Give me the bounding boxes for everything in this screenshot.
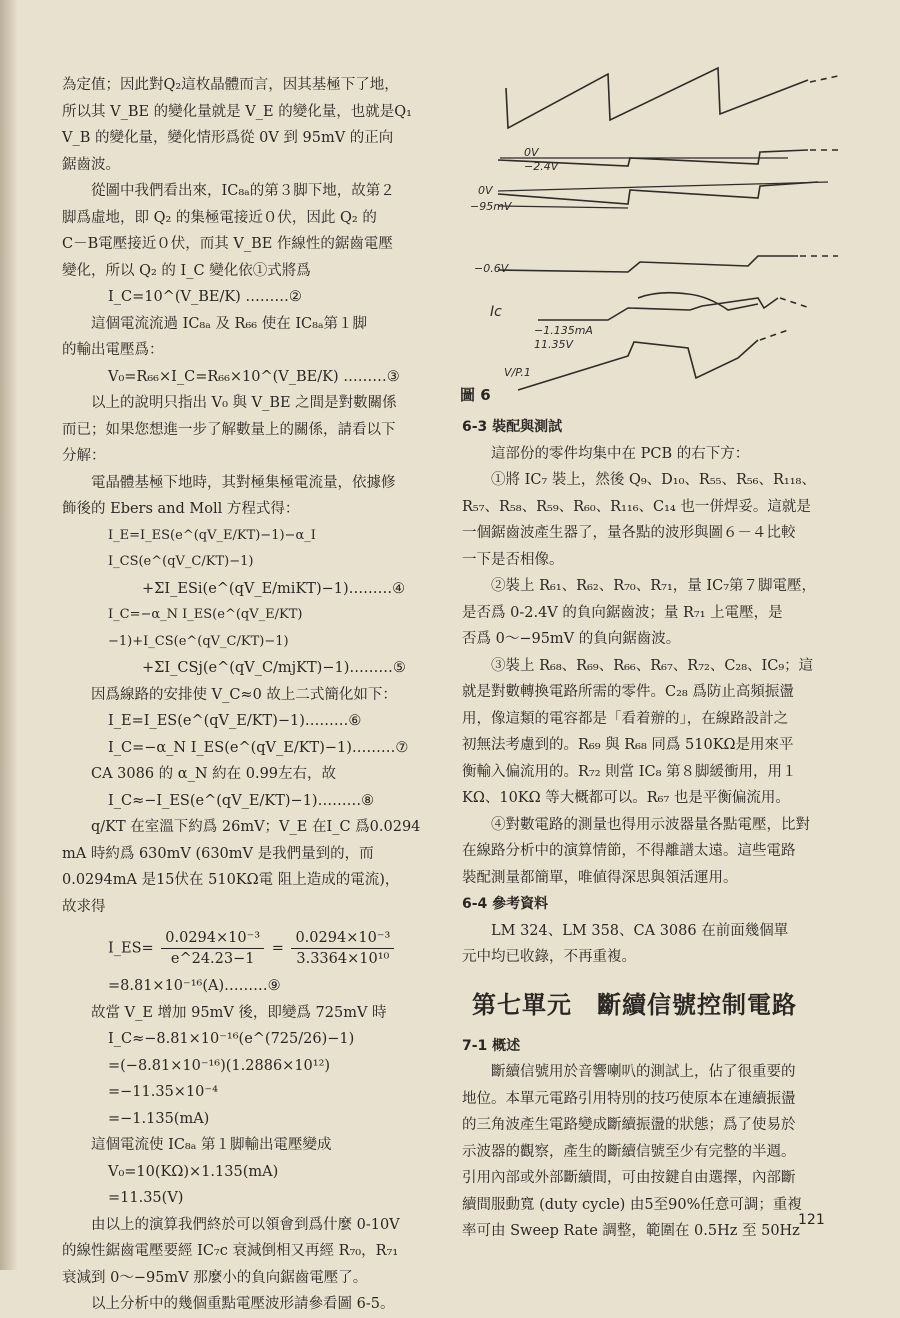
equation-line: =−1.135(mA) — [108, 1110, 210, 1127]
text-line: 為定值；因此對Q₂這枚晶體而言，因其基極下了地， — [62, 77, 399, 93]
text-line: 變化，所以 Q₂ 的 I_C 變化依①式將爲 — [62, 262, 311, 279]
text-line: 鋸齒波。 — [62, 156, 120, 173]
page-number: 121 — [798, 1212, 825, 1228]
text-line: 裝配測量都簡單，唯値得深思與領活運用。 — [462, 869, 738, 886]
equation-2: I_C=10^(V_BE/K) ………② — [108, 289, 302, 305]
waveform-ic — [538, 298, 778, 320]
text-line: 斷續信號用於音響喇叭的測試上，佔了很重要的 — [491, 1064, 796, 1080]
waveform-95mv-ref — [498, 182, 828, 191]
text-line: 否爲 0～−95mV 的負向鋸齒波。 — [462, 631, 681, 647]
section-heading-7-1: 7-1 概述 — [462, 1037, 521, 1054]
label-ic: Ic — [490, 304, 502, 320]
text-line: R₅₇、R₅₈、R₅₉、R₆₀、R₁₁₆、C₁₄ 也一併焊妥。這就是 — [462, 498, 811, 515]
text-line: ②裝上 R₆₁、R₆₂、R₇₀、R₇₁，量 IC₇第７脚電壓， — [491, 578, 817, 594]
text-line: 這部份的零件均集中在 PCB 的右下方： — [491, 445, 750, 462]
text-line: 而已；如果您想進一步了解數量上的關係，請看以下 — [62, 421, 396, 438]
equation-5b: +ΣI_CSj(e^(qV_C/mjKT)−1)………⑤ — [142, 660, 406, 676]
text-line: KΩ、10KΩ 等大概都可以。R₆₇ 也是平衡偏流用。 — [462, 790, 790, 806]
waveform-figure — [458, 58, 848, 398]
text-line: q/KT 在室溫下約爲 26mV；V_E 在I_C 爲0.0294 — [91, 819, 421, 835]
text-line: 初無法考慮到的。R₆₉ 與 R₆₈ 同爲 510KΩ是用來平 — [462, 737, 794, 753]
text-line: 元中均已收錄，不再重複。 — [462, 949, 636, 965]
label-neg-95mv: −95mV — [470, 200, 512, 213]
text-line: 就是對數轉換電路所需的零件。C₂₈ 爲防止高頻振盪 — [462, 684, 794, 700]
equation-3: V₀=R₆₆×I_C=R₆₆×10^(V_BE/K) ………③ — [108, 368, 400, 385]
label-neg-2-4v: −2.4V — [524, 160, 559, 173]
waveform-sawtooth — [506, 68, 808, 128]
equation-ies-fraction — [62, 920, 440, 973]
label-11-35v: 11.35V — [534, 338, 574, 351]
text-line: 一下是否相像。 — [462, 551, 564, 568]
text-line: 因爲線路的安排使 V_C≈0 故上二式簡化如下： — [91, 686, 397, 703]
equation-line: =11.35(V) — [108, 1190, 184, 1206]
ies-numerator-1: 0.0294×10⁻³ — [161, 928, 264, 949]
text-line: ③裝上 R₆₈、R₆₉、R₆₆、R₆₇、R₇₂、C₂₈、IC₉；這 — [491, 657, 814, 674]
text-line: 一個鋸齒波產生器了，量各點的波形與圖６－４比較 — [462, 525, 796, 541]
equation-4b: +ΣI_ESi(e^(qV_E/miKT)−1)………④ — [142, 580, 406, 597]
equation-line: =(−8.81×10⁻¹⁶)(1.2886×10¹²) — [108, 1057, 331, 1074]
text-line: mA 時約爲 630mV (630mV 是我們量到的，而 — [62, 845, 374, 862]
text-line: ④對數電路的測量也得用示波器量各點電壓，比對 — [491, 816, 810, 833]
equation-line: I_C≈−8.81×10⁻¹⁶(e^(725/26)−1) — [108, 1031, 355, 1047]
text-line: 以上的說明只指出 V₀ 與 V_BE 之間是對數關係 — [91, 395, 397, 411]
equation-6: I_E=I_ES(e^(qV_E/KT)−1)………⑥ — [108, 713, 362, 729]
ies-lhs: I_ES= — [108, 940, 154, 957]
label-vp1: V/P.1 — [504, 366, 531, 379]
text-line: 這個電流使 IC₈ₐ 第１脚輸出電壓變成 — [91, 1137, 332, 1153]
equation-7: I_C=−α_N I_ES(e^(qV_E/KT)−1)………⑦ — [108, 739, 409, 756]
figure-caption: 圖 6 — [460, 386, 491, 404]
text-line: 所以其 V_BE 的變化量就是 V_E 的變化量，也就是Q₁ — [62, 103, 412, 120]
text-line: LM 324、LM 358、CA 3086 在前面幾個單 — [491, 922, 789, 939]
text-line: 率可由 Sweep Rate 調整，範圍在 0.5Hz 至 50Hz — [462, 1223, 800, 1239]
text-line: 飾後的 Ebers and Moll 方程式得： — [62, 501, 300, 517]
text-line: 的三角波產生電路變成斷續振盪的狀態；爲了使易於 — [462, 1117, 796, 1133]
text-line: 0.0294mA 是15伏在 510KΩ電 阻上造成的電流)， — [62, 872, 400, 888]
text-line: 在線路分析中的演算情節，不得離譜太遠。這些電路 — [462, 843, 796, 859]
ies-denominator-1: e^24.23−1 — [170, 951, 255, 967]
text-line: 的輸出電壓爲： — [62, 342, 164, 358]
label-0v-b: 0V — [478, 184, 493, 197]
left-column — [62, 72, 440, 1318]
text-line: 故當 V_E 增加 95mV 後，即變爲 725mV 時 — [91, 1004, 387, 1021]
text-line: 衰減到 0～−95mV 那麼小的負向鋸齒電壓了。 — [62, 1269, 368, 1286]
text-line: 從圖中我們看出來，IC₈ₐ的第３脚下地，故第２ — [91, 183, 395, 199]
text-line: 是否爲 0-2.4V 的負向鋸齒波；量 R₇₁ 上電壓，是 — [462, 604, 783, 621]
text-line: C－B電壓接近０伏，而其 V_BE 作線性的鋸齒電壓 — [62, 236, 393, 252]
equation-5a: I_C=−α_N I_ES(e^(qV_E/KT)−1)+I_CS(e^(qV_C/KT)−1) — [108, 607, 303, 649]
chapter-title: 第七單元 斷續信號控制電路 — [472, 990, 797, 1019]
text-line: 脚爲虛地，即 Q₂ 的集極電接近０伏，因此 Q₂ 的 — [62, 209, 377, 226]
text-line: 地位。本單元電路引用特別的技巧使原本在連續振盪 — [462, 1090, 796, 1107]
equation-9: =8.81×10⁻¹⁶(A)………⑨ — [108, 978, 281, 994]
label-neg-0-6v: −0.6V — [474, 262, 509, 275]
page-binding-shadow — [0, 0, 18, 1270]
text-line: 用，像這類的電容都是「看着辦的」，在線路設計之 — [462, 710, 789, 727]
ies-fraction-2 — [291, 928, 394, 969]
right-column — [462, 414, 834, 1245]
text-line: 示波器的觀察，產生的斷續信號至少有完整的半週。 — [462, 1143, 796, 1160]
label-neg-1-135ma: −1.135mA — [534, 324, 593, 337]
text-line: 這個電流流過 IC₈ₐ 及 R₆₆ 使在 IC₈ₐ第１脚 — [91, 315, 368, 332]
equation-4a: I_E=I_ES(e^(qV_E/KT)−1)−α_I I_CS(e^(qV_C/KT)−1) — [108, 527, 316, 569]
text-line: 續間服動寬 (duty cycle) 由5至90%任意可調；重複 — [462, 1196, 802, 1213]
text-line: ①將 IC₇ 裝上，然後 Q₉、D₁₀、R₅₅、R₅₆、R₁₁₈、 — [491, 472, 816, 488]
label-0v-a: 0V — [524, 146, 539, 159]
text-line: V_B 的變化量，變化情形爲從 0V 到 95mV 的正向 — [62, 130, 394, 146]
text-line: CA 3086 的 α_N 約在 0.99左右，故 — [91, 766, 337, 782]
waveform-neg-sawtooth-95mv — [498, 182, 818, 204]
text-line: 由以上的演算我們終於可以領會到爲什麼 0-10V — [91, 1216, 400, 1233]
text-line: 衡輸入偏流用的。R₇₂ 則當 IC₈ 第８脚緩衝用，用１ — [462, 763, 797, 780]
section-heading-6-3: 6-3 裝配與測試 — [462, 419, 563, 435]
text-line: 以上分析中的幾個重點電壓波形請參看圖 6-5。 — [91, 1296, 395, 1312]
text-line: 故求得 — [62, 898, 106, 915]
text-line: 的線性鋸齒電壓要經 IC₇c 衰減倒相又再經 R₇₀，R₇₁ — [62, 1243, 399, 1259]
equation-line: V₀=10(KΩ)×1.135(mA) — [108, 1163, 279, 1180]
text-line: 分解： — [62, 448, 106, 464]
ies-denominator-2: 3.3364×10¹⁰ — [296, 951, 390, 967]
section-heading-6-4: 6-4 參考資料 — [462, 896, 549, 912]
text-line: 電晶體基極下地時，其對極集極電流量，依據修 — [91, 474, 396, 491]
equation-8: I_C≈−I_ES(e^(qV_E/KT)−1)………⑧ — [108, 792, 375, 809]
ies-numerator-2: 0.0294×10⁻³ — [291, 928, 394, 949]
text-line: 引用內部或外部斷續間，可由按鍵自由選擇，內部斷 — [462, 1170, 796, 1186]
equation-line: =−11.35×10⁻⁴ — [108, 1084, 218, 1100]
waveform-vbe — [498, 256, 798, 272]
ies-fraction-1 — [161, 928, 264, 969]
ies-equals: = — [271, 940, 284, 957]
